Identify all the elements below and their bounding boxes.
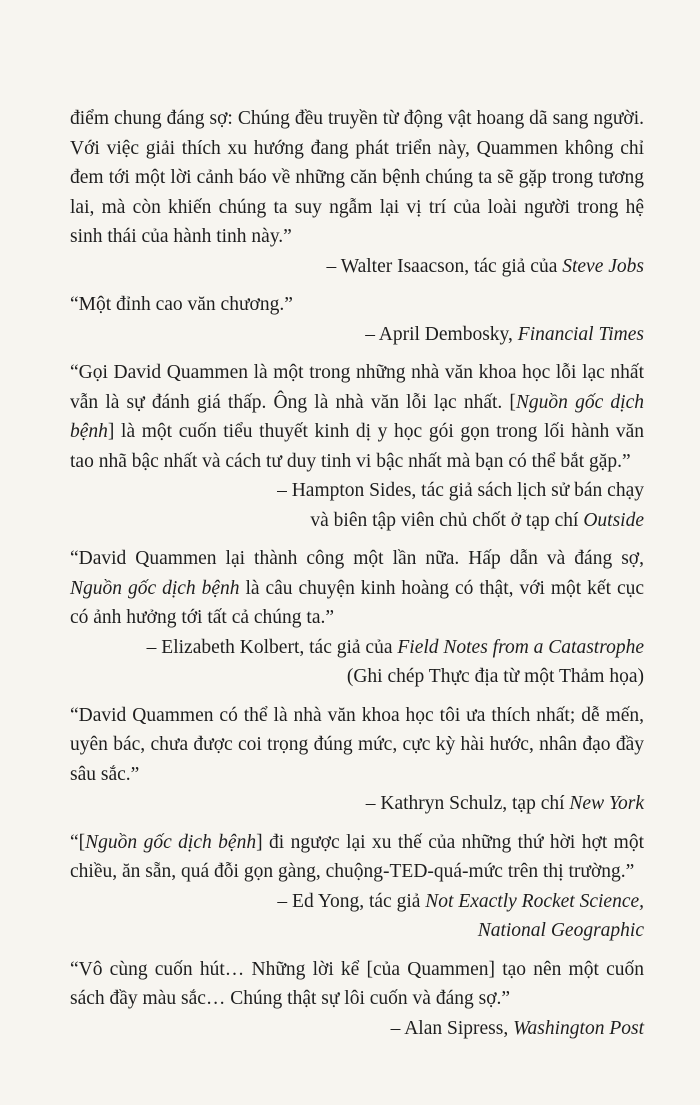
book-page xyxy=(70,104,644,1043)
testimonial-attribution xyxy=(70,789,644,819)
quote-text: gặp trong tương lai, mà còn khiến chúng ta suy ngẫm lại vị trí của loài xyxy=(70,167,644,218)
attribution-italic-text: Washington Post xyxy=(513,1017,644,1039)
attribution-text: – Ed Yong, tác giả xyxy=(277,890,426,912)
quote-text: ] đi ngược lại xu thế của những thứ hời hợt một xyxy=(256,831,645,853)
quote-text: nhất vẫn là sự đánh giá thấp. Ông là nhà văn lỗi lạc nhất. [ xyxy=(70,362,644,413)
testimonial-quote xyxy=(70,701,644,790)
testimonial-block xyxy=(70,358,644,535)
attribution-italic-text: New York xyxy=(569,793,644,814)
testimonial-block xyxy=(70,701,644,819)
testimonial-block xyxy=(70,544,644,692)
quote-text: người. Với việc giải thích xu hướng đang phát triển này, Quammen xyxy=(70,108,645,159)
testimonial-attribution xyxy=(70,887,644,917)
quote-text: sách đầy màu sắc… Chúng thật sự lôi cuốn và đáng sợ.” xyxy=(70,988,511,1009)
attribution-text: – Alan Sipress, xyxy=(390,1017,514,1039)
quote-text: đạo đầy sâu sắc.” xyxy=(70,734,645,785)
attribution-italic-text: Outside xyxy=(583,509,644,531)
quote-italic-text: Nguồn gốc xyxy=(515,391,604,413)
attribution-text: – Walter Isaacson, tác giả của xyxy=(326,255,563,277)
attribution-italic-text: Steve Jobs xyxy=(562,255,644,277)
attribution-text: – April Dembosky, xyxy=(365,323,518,345)
testimonial-attribution xyxy=(70,252,644,282)
quote-italic-text: Nguồn gốc dịch bệnh xyxy=(70,577,240,599)
quote-text: là câu chuyện kinh hoàng có thật, với một kết cục xyxy=(239,577,645,599)
quote-text: bắt gặp.” xyxy=(560,450,631,472)
testimonial-attribution xyxy=(70,633,644,663)
testimonial-block xyxy=(70,104,644,281)
quote-text: “Vô cùng cuốn hút… Những lời kể [của Quammen] tạo nên một cuốn xyxy=(70,958,644,980)
quote-text: có ảnh hưởng tới tất cả chúng ta.” xyxy=(70,607,335,628)
attribution-italic-text: National Geographic xyxy=(477,920,644,941)
testimonial-block xyxy=(70,955,644,1044)
testimonial-attribution xyxy=(70,1014,644,1044)
quote-text: “David Quammen có thể là nhà văn khoa học tôi ưa thích nhất; dễ xyxy=(70,704,600,726)
testimonial-quote xyxy=(70,544,644,633)
quote-text: “David Quammen lại thành công một lần nữa. Hấp dẫn và đáng sợ, xyxy=(70,548,644,569)
attribution-italic-text: Not Exactly Rocket Science, xyxy=(425,890,644,912)
attribution-text: (Ghi chép Thực địa từ một Thảm họa) xyxy=(346,666,644,687)
quote-text: “Một đỉnh cao văn chương.” xyxy=(70,294,293,315)
testimonial-block xyxy=(70,828,644,946)
quote-text: mến, uyên bác, chưa được coi trọng đúng mức, cực kỳ hài hước, nhân xyxy=(70,704,645,755)
attribution-text: – Kathryn Schulz, tạp chí xyxy=(365,793,570,814)
testimonial-attribution xyxy=(70,916,644,946)
attribution-text: – Elizabeth Kolbert, tác giả của xyxy=(146,636,398,658)
quote-text: người trong hệ sinh thái của hành tinh này.” xyxy=(70,196,645,247)
testimonial-attribution xyxy=(70,320,644,350)
testimonial-quote xyxy=(70,104,644,252)
quote-text: ] là một cuốn tiểu thuyết kinh dị y học gói gọn trong lối hành xyxy=(107,421,610,442)
quote-italic-text: dịch bệnh xyxy=(70,391,644,442)
testimonial-block xyxy=(70,290,644,349)
quote-text: điểm chung đáng sợ: Chúng đều truyền từ động vật hoang dã sang xyxy=(70,108,589,129)
quote-text: không chỉ đem tới một lời cảnh báo về những căn bệnh chúng ta sẽ xyxy=(70,137,645,188)
testimonial-attribution xyxy=(70,476,644,506)
attribution-italic-text: Field Notes from a Catastrophe xyxy=(397,636,644,658)
testimonial-quote xyxy=(70,290,644,320)
quote-text: “Gọi David Quammen là một trong những nhà văn khoa học lỗi lạc xyxy=(70,362,605,383)
testimonial-attribution xyxy=(70,662,644,692)
testimonial-quote xyxy=(70,358,644,476)
quote-text: “[ xyxy=(70,831,86,853)
attribution-text: và biên tập viên chủ chốt ở tạp chí xyxy=(310,509,584,531)
testimonial-quote xyxy=(70,828,644,887)
testimonial-quote xyxy=(70,955,644,1014)
testimonial-attribution xyxy=(70,506,644,536)
attribution-text: – Hampton Sides, tác giả sách lịch sử bán chạy xyxy=(277,480,644,501)
quote-text: văn tao nhã bậc nhất và cách tư duy tinh vi bậc nhất mà bạn có thể xyxy=(70,421,644,472)
quote-italic-text: Nguồn gốc dịch bệnh xyxy=(85,831,257,853)
quote-text: chiều, ăn sẵn, quá đỗi gọn gàng, chuộng-TED-quá-mức trên thị trường.” xyxy=(70,861,635,882)
attribution-italic-text: Financial Times xyxy=(517,323,644,345)
